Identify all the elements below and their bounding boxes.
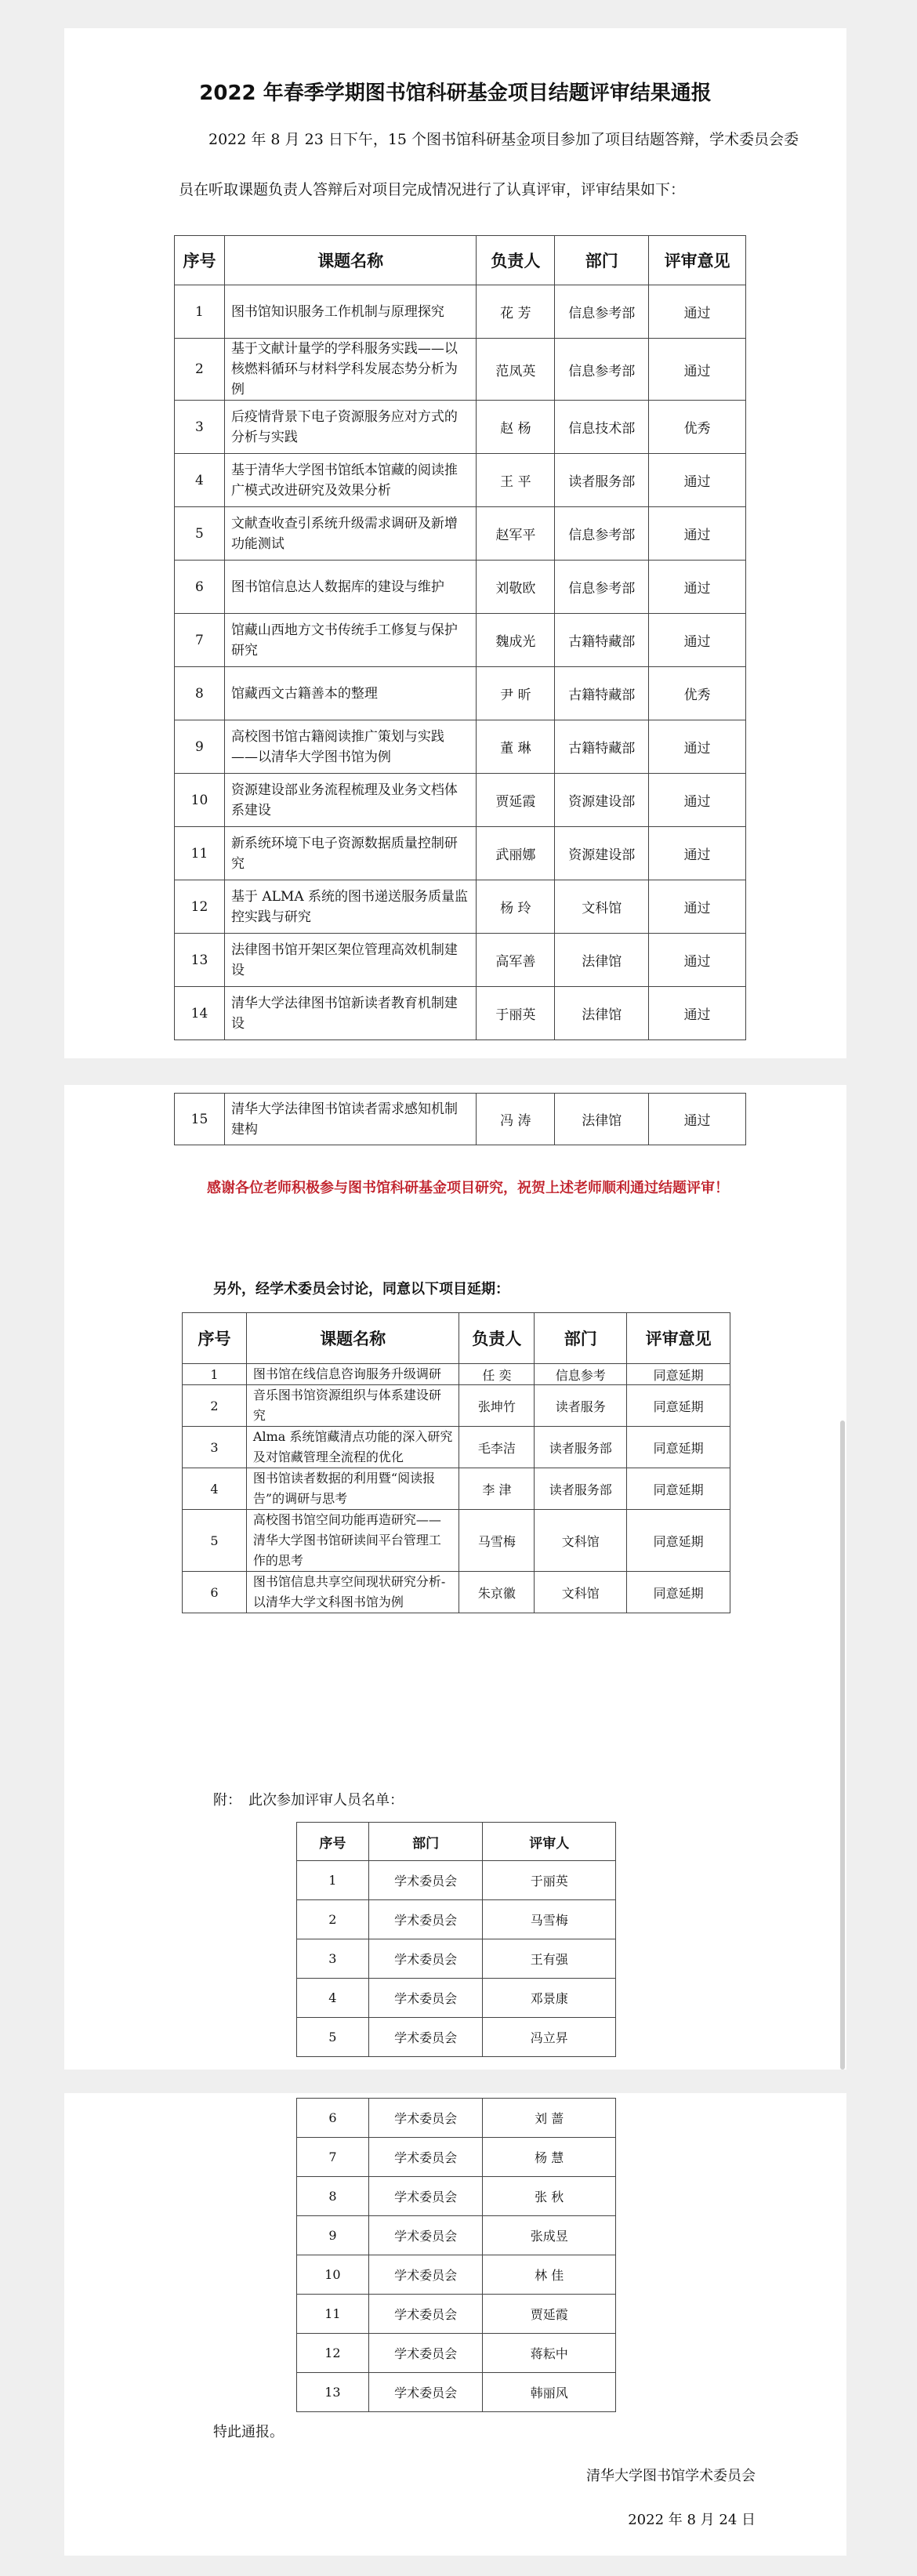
table-cell: 5 xyxy=(183,1510,247,1572)
table-cell: 通过 xyxy=(649,454,746,507)
table-cell: 5 xyxy=(175,507,225,561)
signature: 清华大学图书馆学术委员会 xyxy=(586,2468,756,2484)
table-cell: 1 xyxy=(183,1364,247,1385)
document-title: 2022 年春季学期图书馆科研基金项目结题评审结果通报 xyxy=(199,82,712,105)
table-cell: 文科馆 xyxy=(535,1572,627,1613)
table-row xyxy=(297,2255,616,2295)
table-row xyxy=(175,827,746,880)
table-cell: 5 xyxy=(297,2018,369,2057)
table-cell: 通过 xyxy=(649,561,746,614)
table-cell: 花 芳 xyxy=(477,285,555,339)
table-row xyxy=(183,1468,730,1510)
table-cell: 通过 xyxy=(649,285,746,339)
table-row xyxy=(175,339,746,401)
table-cell: 图书馆在线信息咨询服务升级调研 xyxy=(246,1364,459,1385)
table-cell: 尹 昕 xyxy=(477,667,555,720)
table-row xyxy=(175,285,746,339)
table-cell: 通过 xyxy=(649,507,746,561)
table-cell: 信息参考部 xyxy=(555,561,649,614)
table-cell: 学术委员会 xyxy=(368,1979,483,2018)
table-row xyxy=(297,2373,616,2412)
table-cell: 马雪梅 xyxy=(483,1900,616,1939)
table-cell: 2 xyxy=(183,1385,247,1427)
table-cell: 资源建设部 xyxy=(555,827,649,880)
table-cell: 图书馆读者数据的利用暨“阅读报告”的调研与思考 xyxy=(246,1468,459,1510)
table-row xyxy=(175,1094,746,1145)
table-cell: 10 xyxy=(175,774,225,827)
column-header: 负责人 xyxy=(459,1313,535,1364)
table-cell: 文献查收查引系统升级需求调研及新增功能测试 xyxy=(224,507,477,561)
table-cell: 基于清华大学图书馆纸本馆藏的阅读推广模式改进研究及效果分析 xyxy=(224,454,477,507)
table-cell: 11 xyxy=(175,827,225,880)
table-cell: 通过 xyxy=(649,774,746,827)
table-cell: 于丽英 xyxy=(483,1861,616,1900)
table-row xyxy=(175,614,746,667)
table-cell: 法律馆 xyxy=(555,934,649,987)
table-cell: 通过 xyxy=(649,1094,746,1145)
table-row xyxy=(183,1510,730,1572)
table-cell: 同意延期 xyxy=(627,1385,730,1427)
table-row xyxy=(183,1364,730,1385)
table-cell: 学术委员会 xyxy=(368,1900,483,1939)
table-cell: 朱京徽 xyxy=(459,1572,535,1613)
table-cell: 通过 xyxy=(649,827,746,880)
table-cell: 11 xyxy=(297,2295,369,2334)
table-cell: 刘敬欧 xyxy=(477,561,555,614)
table-cell: 13 xyxy=(297,2373,369,2412)
table-cell: 高军善 xyxy=(477,934,555,987)
table-row xyxy=(175,880,746,934)
table-cell: 武丽娜 xyxy=(477,827,555,880)
table-cell: 通过 xyxy=(649,339,746,401)
table-cell: 法律馆 xyxy=(555,987,649,1040)
table-cell: 学术委员会 xyxy=(368,1861,483,1900)
table-row xyxy=(175,561,746,614)
table-cell: 杨 慧 xyxy=(483,2138,616,2177)
table-cell: 6 xyxy=(297,2099,369,2138)
table-cell: 董 琳 xyxy=(477,720,555,774)
table-row xyxy=(175,401,746,454)
table-cell: 14 xyxy=(175,987,225,1040)
table-cell: 古籍特藏部 xyxy=(555,614,649,667)
table-row xyxy=(297,2295,616,2334)
table-cell: 贾延霞 xyxy=(483,2295,616,2334)
table-cell: 4 xyxy=(175,454,225,507)
table-cell: 2 xyxy=(175,339,225,401)
table-cell: 8 xyxy=(297,2177,369,2216)
table-cell: 信息参考部 xyxy=(555,339,649,401)
table-cell: 8 xyxy=(175,667,225,720)
results-body xyxy=(175,285,746,1040)
reviewers-body-continued xyxy=(297,2099,616,2412)
table-cell: 6 xyxy=(175,561,225,614)
table-cell: 法律馆 xyxy=(555,1094,649,1145)
table-cell: 通过 xyxy=(649,880,746,934)
column-header: 评审意见 xyxy=(627,1313,730,1364)
column-header: 课题名称 xyxy=(246,1313,459,1364)
table-cell: 魏成光 xyxy=(477,614,555,667)
column-header: 部门 xyxy=(555,236,649,285)
results-table xyxy=(174,235,746,1040)
table-cell: 同意延期 xyxy=(627,1427,730,1468)
table-cell: 6 xyxy=(183,1572,247,1613)
table-cell: 冯立昇 xyxy=(483,2018,616,2057)
table-cell: 王 平 xyxy=(477,454,555,507)
table-cell: 赵军平 xyxy=(477,507,555,561)
table-row xyxy=(297,1861,616,1900)
table-cell: 信息技术部 xyxy=(555,401,649,454)
table-cell: 高校图书馆古籍阅读推广策划与实践——以清华大学图书馆为例 xyxy=(224,720,477,774)
table-row xyxy=(175,987,746,1040)
table-cell: 1 xyxy=(175,285,225,339)
table-cell: 清华大学法律图书馆读者需求感知机制建构 xyxy=(224,1094,476,1145)
reviewers-table xyxy=(296,1822,616,2057)
table-cell: 马雪梅 xyxy=(459,1510,535,1572)
table-cell: 杨 玲 xyxy=(477,880,555,934)
table-cell: 3 xyxy=(175,401,225,454)
table-cell: 通过 xyxy=(649,614,746,667)
table-cell: 同意延期 xyxy=(627,1510,730,1572)
table-cell: 学术委员会 xyxy=(368,2255,483,2295)
table-cell: 图书馆知识服务工作机制与原理探究 xyxy=(224,285,477,339)
table-cell: 张成昱 xyxy=(483,2216,616,2255)
table-row xyxy=(175,720,746,774)
table-row xyxy=(175,934,746,987)
table-cell: 王有强 xyxy=(483,1939,616,1979)
table-cell: 读者服务部 xyxy=(555,454,649,507)
table-cell: 通过 xyxy=(649,720,746,774)
table-cell: 同意延期 xyxy=(627,1364,730,1385)
table-cell: 资源建设部业务流程梳理及业务文档体系建设 xyxy=(224,774,477,827)
table-cell: 后疫情背景下电子资源服务应对方式的分析与实践 xyxy=(224,401,477,454)
table-cell: 4 xyxy=(297,1979,369,2018)
table-cell: 于丽英 xyxy=(477,987,555,1040)
page-1 xyxy=(64,28,846,1058)
table-cell: 1 xyxy=(297,1861,369,1900)
table-row xyxy=(297,2138,616,2177)
table-cell: 李 津 xyxy=(459,1468,535,1510)
table-cell: 读者服务部 xyxy=(535,1468,627,1510)
table-cell: 读者服务 xyxy=(535,1385,627,1427)
table-cell: 10 xyxy=(297,2255,369,2295)
table-cell: 13 xyxy=(175,934,225,987)
column-header: 部门 xyxy=(535,1313,627,1364)
table-cell: 同意延期 xyxy=(627,1572,730,1613)
column-header: 部门 xyxy=(368,1823,483,1861)
table-row xyxy=(175,774,746,827)
column-header: 负责人 xyxy=(477,236,555,285)
reviewers-body xyxy=(297,1861,616,2057)
table-cell: 信息参考部 xyxy=(555,507,649,561)
table-cell: 范凤英 xyxy=(477,339,555,401)
table-cell: 9 xyxy=(175,720,225,774)
extension-header-row xyxy=(183,1313,730,1364)
table-cell: 通过 xyxy=(649,934,746,987)
table-row xyxy=(297,1939,616,1979)
table-cell: 读者服务部 xyxy=(535,1427,627,1468)
table-cell: 法律图书馆开架区架位管理高效机制建设 xyxy=(224,934,477,987)
table-cell: 冯 涛 xyxy=(477,1094,555,1145)
table-cell: 新系统环境下电子资源数据质量控制研究 xyxy=(224,827,477,880)
document-date: 2022 年 8 月 24 日 xyxy=(628,2512,756,2528)
column-header: 序号 xyxy=(297,1823,369,1861)
results-table-continued xyxy=(174,1093,746,1145)
table-row xyxy=(175,667,746,720)
table-cell: 7 xyxy=(297,2138,369,2177)
table-cell: 古籍特藏部 xyxy=(555,720,649,774)
column-header: 评审人 xyxy=(483,1823,616,1861)
table-cell: 贾延霞 xyxy=(477,774,555,827)
table-cell: 优秀 xyxy=(649,401,746,454)
table-cell: 张坤竹 xyxy=(459,1385,535,1427)
table-cell: 基于 ALMA 系统的图书递送服务质量监控实践与研究 xyxy=(224,880,477,934)
table-cell: 赵 杨 xyxy=(477,401,555,454)
table-row xyxy=(297,1900,616,1939)
table-cell: 毛李洁 xyxy=(459,1427,535,1468)
table-cell: 4 xyxy=(183,1468,247,1510)
table-cell: 信息参考 xyxy=(535,1364,627,1385)
table-cell: 通过 xyxy=(649,987,746,1040)
table-cell: 学术委员会 xyxy=(368,2373,483,2412)
table-cell: 资源建设部 xyxy=(555,774,649,827)
table-cell: 任 奕 xyxy=(459,1364,535,1385)
table-cell: 学术委员会 xyxy=(368,2018,483,2057)
table-cell: 15 xyxy=(175,1094,225,1145)
column-header: 序号 xyxy=(183,1313,247,1364)
table-row xyxy=(297,2334,616,2373)
results-body-continued xyxy=(175,1094,746,1145)
table-cell: 学术委员会 xyxy=(368,2177,483,2216)
reviewers-header-row xyxy=(297,1823,616,1861)
reviewers-table-continued xyxy=(296,2098,616,2412)
table-cell: 蒋耘中 xyxy=(483,2334,616,2373)
table-cell: 韩丽风 xyxy=(483,2373,616,2412)
closing-text: 特此通报。 xyxy=(213,2424,284,2440)
table-row xyxy=(175,507,746,561)
table-cell: 图书馆信息达人数据库的建设与维护 xyxy=(224,561,477,614)
thanks-message: 感谢各位老师积极参与图书馆科研基金项目研究，祝贺上述老师顺利通过结题评审！ xyxy=(207,1180,729,1196)
table-cell: 同意延期 xyxy=(627,1468,730,1510)
table-row xyxy=(297,1979,616,2018)
table-cell: 7 xyxy=(175,614,225,667)
table-cell: 图书馆信息共享空间现状研究分析-以清华大学文科图书馆为例 xyxy=(246,1572,459,1613)
table-cell: 2 xyxy=(297,1900,369,1939)
table-cell: 学术委员会 xyxy=(368,1939,483,1979)
table-cell: 馆藏西文古籍善本的整理 xyxy=(224,667,477,720)
column-header: 课题名称 xyxy=(224,236,477,285)
table-cell: 音乐图书馆资源组织与体系建设研究 xyxy=(246,1385,459,1427)
table-row xyxy=(297,2018,616,2057)
appendix-label: 附： 此次参加评审人员名单： xyxy=(213,1792,404,1809)
intro-paragraph: 2022 年 8 月 23 日下午，15 个图书馆科研基金项目参加了项目结题答辩，学术委员会委员在听取课题负责人答辩后对项目完成情况进行了认真评审，评审结果如下： xyxy=(179,131,799,198)
scrollbar[interactable] xyxy=(840,1420,845,2070)
table-cell: 优秀 xyxy=(649,667,746,720)
table-cell: Alma 系统馆藏清点功能的深入研究及对馆藏管理全流程的优化 xyxy=(246,1427,459,1468)
table-cell: 刘 蔷 xyxy=(483,2099,616,2138)
table-cell: 学术委员会 xyxy=(368,2099,483,2138)
table-cell: 邓景康 xyxy=(483,1979,616,2018)
page-3 xyxy=(64,2093,846,2556)
table-cell: 文科馆 xyxy=(555,880,649,934)
table-cell: 学术委员会 xyxy=(368,2295,483,2334)
table-cell: 清华大学法律图书馆新读者教育机制建设 xyxy=(224,987,477,1040)
table-cell: 9 xyxy=(297,2216,369,2255)
table-cell: 12 xyxy=(297,2334,369,2373)
table-cell: 古籍特藏部 xyxy=(555,667,649,720)
column-header: 序号 xyxy=(175,236,225,285)
table-row xyxy=(297,2216,616,2255)
table-row xyxy=(297,2099,616,2138)
extension-intro: 另外，经学术委员会讨论，同意以下项目延期： xyxy=(213,1281,509,1297)
table-cell: 学术委员会 xyxy=(368,2216,483,2255)
table-cell: 学术委员会 xyxy=(368,2334,483,2373)
table-cell: 馆藏山西地方文书传统手工修复与保护研究 xyxy=(224,614,477,667)
table-cell: 12 xyxy=(175,880,225,934)
table-row xyxy=(183,1385,730,1427)
table-row xyxy=(297,2177,616,2216)
extension-body xyxy=(183,1364,730,1613)
table-row xyxy=(175,454,746,507)
extension-table xyxy=(182,1312,730,1613)
table-cell: 张 秋 xyxy=(483,2177,616,2216)
table-cell: 基于文献计量学的学科服务实践——以核燃料循环与材料学科发展态势分析为例 xyxy=(224,339,477,401)
table-cell: 高校图书馆空间功能再造研究——清华大学图书馆研读间平台管理工作的思考 xyxy=(246,1510,459,1572)
results-header-row xyxy=(175,236,746,285)
column-header: 评审意见 xyxy=(649,236,746,285)
table-cell: 3 xyxy=(297,1939,369,1979)
table-cell: 信息参考部 xyxy=(555,285,649,339)
table-row xyxy=(183,1572,730,1613)
table-cell: 学术委员会 xyxy=(368,2138,483,2177)
page-2 xyxy=(64,1085,846,2070)
table-cell: 林 佳 xyxy=(483,2255,616,2295)
table-cell: 3 xyxy=(183,1427,247,1468)
table-row xyxy=(183,1427,730,1468)
table-cell: 文科馆 xyxy=(535,1510,627,1572)
